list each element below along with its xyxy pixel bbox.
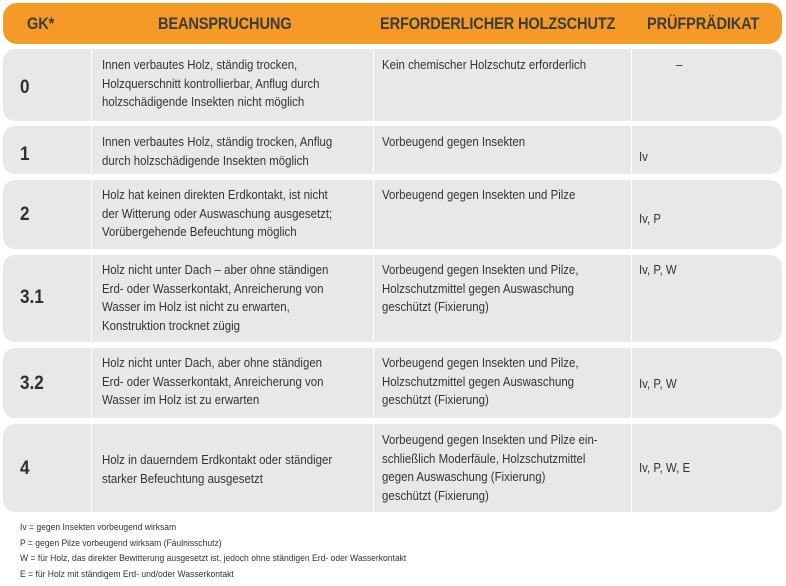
row-beanspruchung: Innen verbautes Holz, ständig trocken, Anflug durch holzschädigende Insekten möglich bbox=[102, 134, 333, 168]
table-row bbox=[3, 180, 782, 249]
row-beanspruchung: Holz hat keinen direkten Erdkontakt, ist nicht der Witterung oder Auswaschung ausgesetzt; Vorübergehende Befeuchtung möglich bbox=[102, 187, 333, 239]
table-row bbox=[3, 126, 782, 174]
footnote-e: E = für Holz mit ständigem Erd- und/oder Wasserkontakt bbox=[20, 568, 234, 580]
table-row bbox=[3, 424, 782, 512]
row-gk: 3.1 bbox=[20, 287, 44, 308]
row-holzschutz: Vorbeugend gegen Insekten bbox=[382, 134, 526, 149]
row-beanspruchung: Innen verbautes Holz, ständig trocken, Holzquerschnitt kontrollierbar, Anflug durch holzschädigende Insekten nicht möglich bbox=[102, 57, 320, 109]
row-gk: 2 bbox=[20, 204, 30, 225]
row-pruefpraedikat: Iv, P, W bbox=[639, 262, 677, 277]
row-gk: 4 bbox=[20, 458, 30, 479]
row-beanspruchung: Holz nicht unter Dach – aber ohne ständigen Erd- oder Wasserkontakt, Anreicherung von Wasser im Holz ist nicht zu erwarten, Konstruktion trocknet zügig bbox=[102, 262, 329, 333]
footnote-p: P = gegen Pilze vorbeugend wirksam (Fäulnisschutz) bbox=[20, 537, 222, 549]
row-beanspruchung: Holz in dauerndem Erdkontakt oder ständiger starker Befeuchtung ausgesetzt bbox=[102, 452, 333, 486]
row-gk: 1 bbox=[20, 144, 30, 165]
row-beanspruchung: Holz nicht unter Dach, aber ohne ständigen Erd- oder Wasserkontakt, Anreicherung von Wasser im Holz ist zu erwarten bbox=[102, 355, 324, 407]
row-pruefpraedikat: – bbox=[676, 57, 683, 72]
row-holzschutz: Vorbeugend gegen Insekten und Pilze bbox=[382, 187, 576, 202]
row-holzschutz: Vorbeugend gegen Insekten und Pilze, Holzschutzmittel gegen Auswaschung geschützt (Fixierung) bbox=[382, 355, 579, 407]
row-holzschutz: Vorbeugend gegen Insekten und Pilze ein- schließlich Moderfäule, Holzschutzmittel gegen Auswaschung (Fixierung) geschützt (Fixierung) bbox=[382, 432, 598, 503]
header-gk: GK* bbox=[27, 14, 55, 33]
table-row bbox=[3, 49, 782, 121]
row-pruefpraedikat: Iv, P bbox=[639, 211, 662, 226]
table-row bbox=[3, 348, 782, 418]
table-header bbox=[3, 3, 782, 44]
header-holzschutz: ERFORDERLICHER HOLZSCHUTZ bbox=[380, 14, 616, 33]
header-beanspruchung: BEANSPRUCHUNG bbox=[158, 14, 292, 33]
row-gk: 3.2 bbox=[20, 373, 44, 394]
row-pruefpraedikat: Iv, P, W, E bbox=[639, 460, 691, 475]
footnotes bbox=[20, 520, 406, 582]
row-pruefpraedikat: Iv bbox=[639, 149, 648, 164]
row-gk: 0 bbox=[20, 77, 30, 98]
row-holzschutz: Vorbeugend gegen Insekten und Pilze, Holzschutzmittel gegen Auswaschung geschützt (Fixierung) bbox=[382, 262, 579, 314]
table-row bbox=[3, 255, 782, 342]
row-pruefpraedikat: Iv, P, W bbox=[639, 376, 677, 391]
row-holzschutz: Kein chemischer Holzschutz erforderlich bbox=[382, 57, 587, 72]
footnote-w: W = für Holz, das direkter Bewitterung ausgesetzt ist, jedoch ohne ständigen Erd- oder Wasserkontakt bbox=[20, 553, 407, 564]
header-pruefpraedikat: PRÜFPRÄDIKAT bbox=[647, 14, 760, 33]
footnote-iv: Iv = gegen Insekten vorbeugend wirksam bbox=[20, 522, 177, 533]
